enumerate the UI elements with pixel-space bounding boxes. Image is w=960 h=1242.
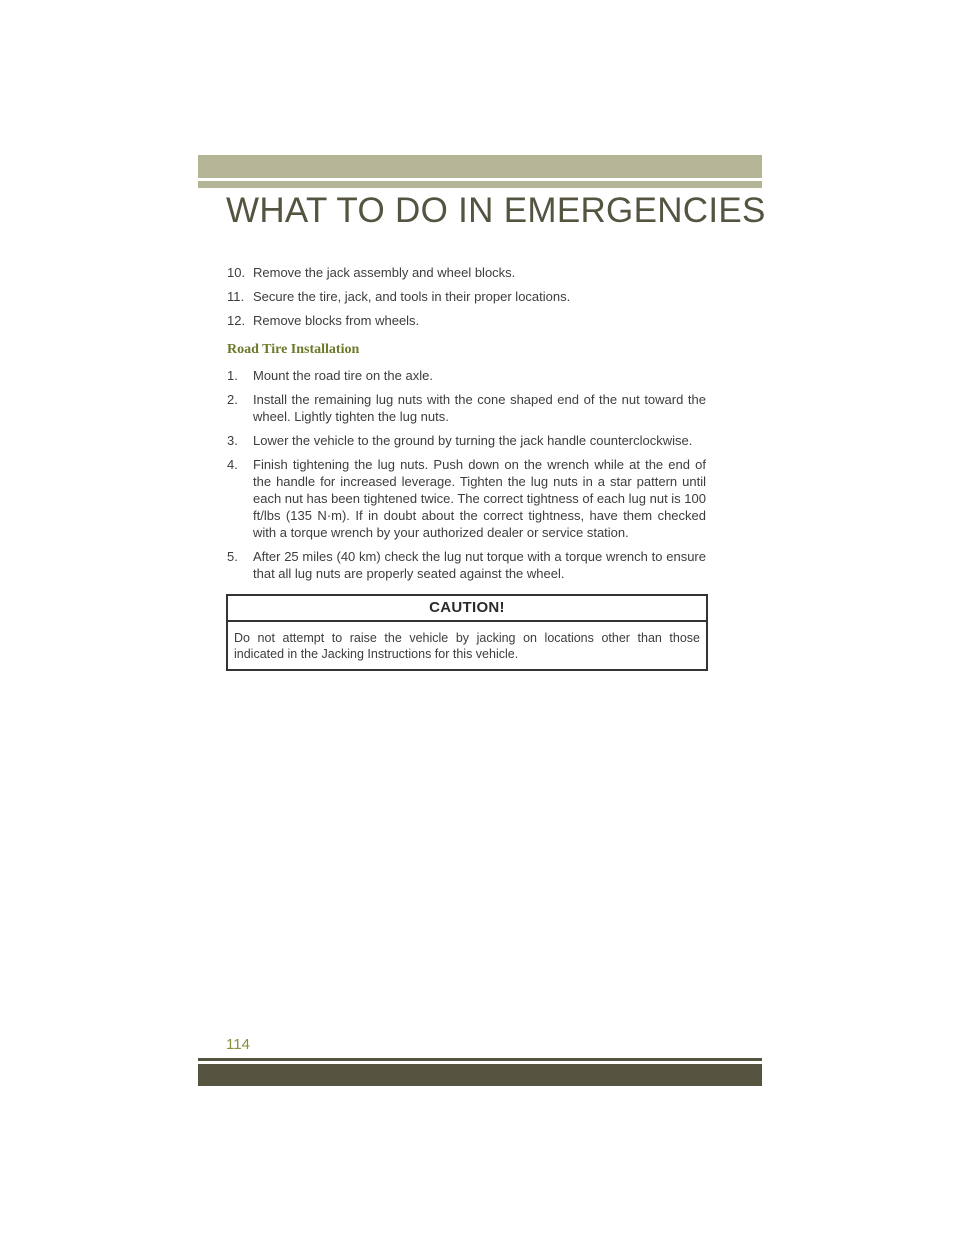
step-number: 1. xyxy=(227,368,238,383)
header-band xyxy=(198,155,762,178)
list-item xyxy=(227,312,706,329)
step-number: 5. xyxy=(227,549,238,564)
step-text: Lower the vehicle to the ground by turning the jack handle counterclockwise. xyxy=(253,433,693,448)
step-number: 12. xyxy=(227,313,246,328)
caution-text: Do not attempt to raise the vehicle by jacking on locations other than those indicated in the Jacking Instructions for this vehicle. xyxy=(234,631,700,661)
step-text: Finish tightening the lug nuts. Push down on the wrench while at the end of the handle for increased leverage. Tighten the lug nuts in a star pattern until each nut has been tightened twice. The correct tightness of each lug nut is 100 ft/lbs (135 N·m). If in doubt about the correct tightness, have them checked with a torque wrench by your authorized dealer or service station. xyxy=(253,457,706,540)
caution-box xyxy=(226,594,708,671)
step-number: 4. xyxy=(227,457,238,472)
step-number: 2. xyxy=(227,392,238,407)
list-item xyxy=(227,391,706,425)
section-heading: Road Tire Installation xyxy=(227,342,360,357)
step-text: Remove the jack assembly and wheel blocks. xyxy=(253,265,516,280)
footer-band xyxy=(198,1064,762,1086)
list-item xyxy=(227,367,706,384)
step-text: Remove blocks from wheels. xyxy=(253,313,420,328)
step-text: Mount the road tire on the axle. xyxy=(253,368,433,383)
chapter-title: WHAT TO DO IN EMERGENCIES xyxy=(226,191,766,230)
step-number: 10. xyxy=(227,265,246,280)
step-text: Install the remaining lug nuts with the cone shaped end of the nut toward the wheel. Lightly tighten the lug nuts. xyxy=(253,392,706,424)
list-item xyxy=(227,264,706,281)
page-content xyxy=(227,264,706,589)
list-item xyxy=(227,548,706,582)
list-item xyxy=(227,456,706,541)
step-number: 3. xyxy=(227,433,238,448)
step-number: 11. xyxy=(227,289,245,304)
header-rule xyxy=(198,181,762,188)
step-text: Secure the tire, jack, and tools in their proper locations. xyxy=(253,289,571,304)
step-text: After 25 miles (40 km) check the lug nut torque with a torque wrench to ensure that all lug nuts are properly seated against the wheel. xyxy=(253,549,706,581)
footer-rule xyxy=(198,1058,762,1061)
caution-title: CAUTION! xyxy=(228,596,706,622)
list-item xyxy=(227,288,706,305)
list-item xyxy=(227,432,706,449)
page-number: 114 xyxy=(226,1036,250,1053)
